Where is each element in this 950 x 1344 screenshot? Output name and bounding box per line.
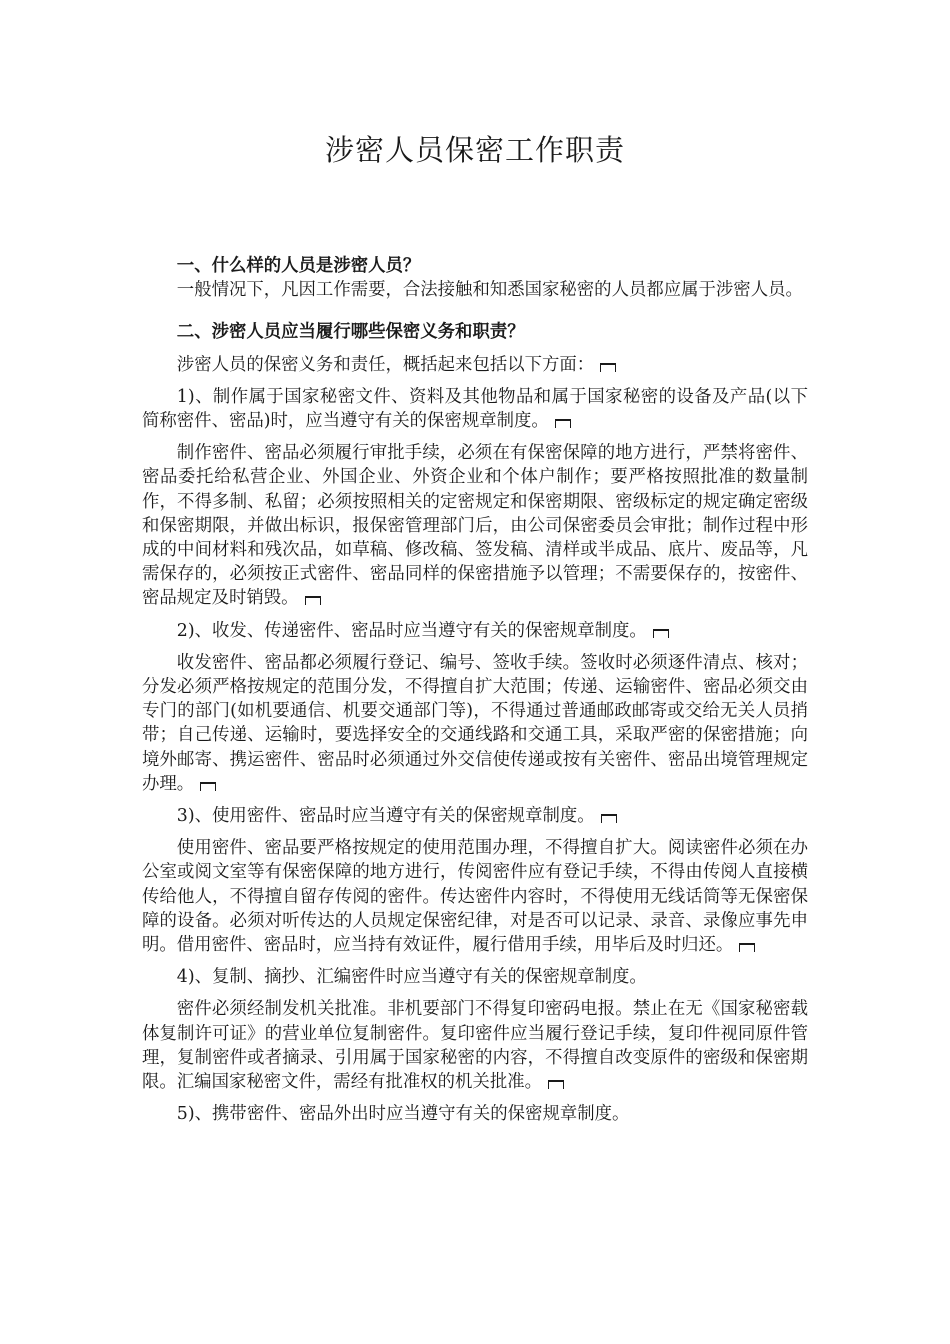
- paragraph-mark-icon: [739, 943, 755, 952]
- document-body: [142, 254, 808, 1135]
- paragraph-text: 涉密人员的保密义务和责任，概括起来包括以下方面：: [176, 354, 595, 375]
- paragraph: [142, 353, 808, 377]
- paragraph-text: 4)、复制、摘抄、汇编密件时应当遵守有关的保密规章制度。: [176, 967, 647, 988]
- paragraph-mark-icon: [555, 419, 571, 428]
- paragraph-mark-icon: [600, 363, 616, 372]
- paragraph: [142, 965, 808, 989]
- section-heading: 二、涉密人员应当履行哪些保密义务和职责？: [176, 322, 525, 343]
- paragraph: [142, 651, 808, 796]
- paragraph: [142, 804, 808, 828]
- paragraph-text: 5)、携带密件、密品外出时应当遵守有关的保密规章制度。: [176, 1104, 630, 1125]
- paragraph-text: 2)、收发、传递密件、密品时应当遵守有关的保密规章制度。: [176, 620, 647, 641]
- page-title: 涉密人员保密工作职责: [324, 133, 625, 167]
- paragraph-text: 1)、制作属于国家秘密文件、资料及其他物品和属于国家秘密的设备及产品(以下简称密件、密品)时，应当遵守有关的保密规章制度。: [142, 386, 808, 432]
- paragraph-text: 收发密件、密品都必须履行登记、编号、签收手续。签收时必须逐件清点、核对；分发必须严格按规定的范围分发，不得擅自扩大范围；传递、运输密件、密品必须交由专门的部门(如机要通信、机要交通部门等)，不得通过普通邮政邮寄或交给无关人员捎带；自己传递、运输时，要选择安全的交通线路和交通工具，采取严密的保密措施；向境外邮寄、携运密件、密品时必须通过外交信使传递或按有关密件、密品出境管理规定办理。: [142, 652, 808, 794]
- paragraph-mark-icon: [548, 1080, 564, 1089]
- paragraph: [142, 1102, 808, 1126]
- section-heading: 一、什么样的人员是涉密人员？: [176, 256, 421, 276]
- paragraph: [142, 385, 808, 433]
- paragraph: [142, 619, 808, 643]
- paragraph-text: 密件必须经制发机关批准。非机要部门不得复印密码电报。禁止在无《国家秘密载体复制许可证》的营业单位复制密件。复印密件应当履行登记手续，复印件视同原件管理，复制密件或者摘录、引用属于国家秘密的内容，不得擅自改变原件的密级和保密期限。汇编国家秘密文件，需经有批准权的机关批准。: [142, 999, 808, 1093]
- paragraph: [142, 441, 808, 610]
- paragraph-mark-icon: [601, 814, 617, 823]
- paragraph-mark-icon: [653, 629, 669, 638]
- paragraph-mark-icon: [200, 782, 216, 791]
- paragraph-text: 3)、使用密件、密品时应当遵守有关的保密规章制度。: [176, 806, 595, 827]
- paragraph: [142, 836, 808, 957]
- paragraph-mark-icon: [305, 596, 321, 605]
- paragraph: [142, 997, 808, 1094]
- paragraph-text: 使用密件、密品要严格按规定的使用范围办理，不得擅自扩大。阅读密件必须在办公室或阅文室等有保密保障的地方进行，传阅密件应有登记手续，不得由传阅人直接横传给他人，不得擅自留存传阅的密件。传达密件内容时，不得使用无线话筒等无保密保障的设备。必须对听传达的人员规定保密纪律，对是否可以记录、录音、录像应事先申明。借用密件、密品时，应当持有效证件，履行借用手续，用毕后及时归还。: [142, 838, 808, 956]
- paragraph: 一般情况下，凡因工作需要，合法接触和知悉国家秘密的人员都应属于涉密人员。: [176, 280, 803, 301]
- paragraph-text: 制作密件、密品必须履行审批手续，必须在有保密保障的地方进行，严禁将密件、密品委托给私营企业、外国企业、外资企业和个体户制作；要严格按照批准的数量制作，不得多制、私留；必须按照相关的定密规定和保密期限、密级标定的规定确定密级和保密期限，并做出标识，报保密管理部门后，由公司保密委员会审批；制作过程中形成的中间材料和残次品，如草稿、修改稿、签发稿、清样或半成品、底片、废品等，凡需保存的，必须按正式密件、密品同样的保密措施予以管理；不需要保存的，按密件、密品规定及时销毁。: [142, 443, 808, 609]
